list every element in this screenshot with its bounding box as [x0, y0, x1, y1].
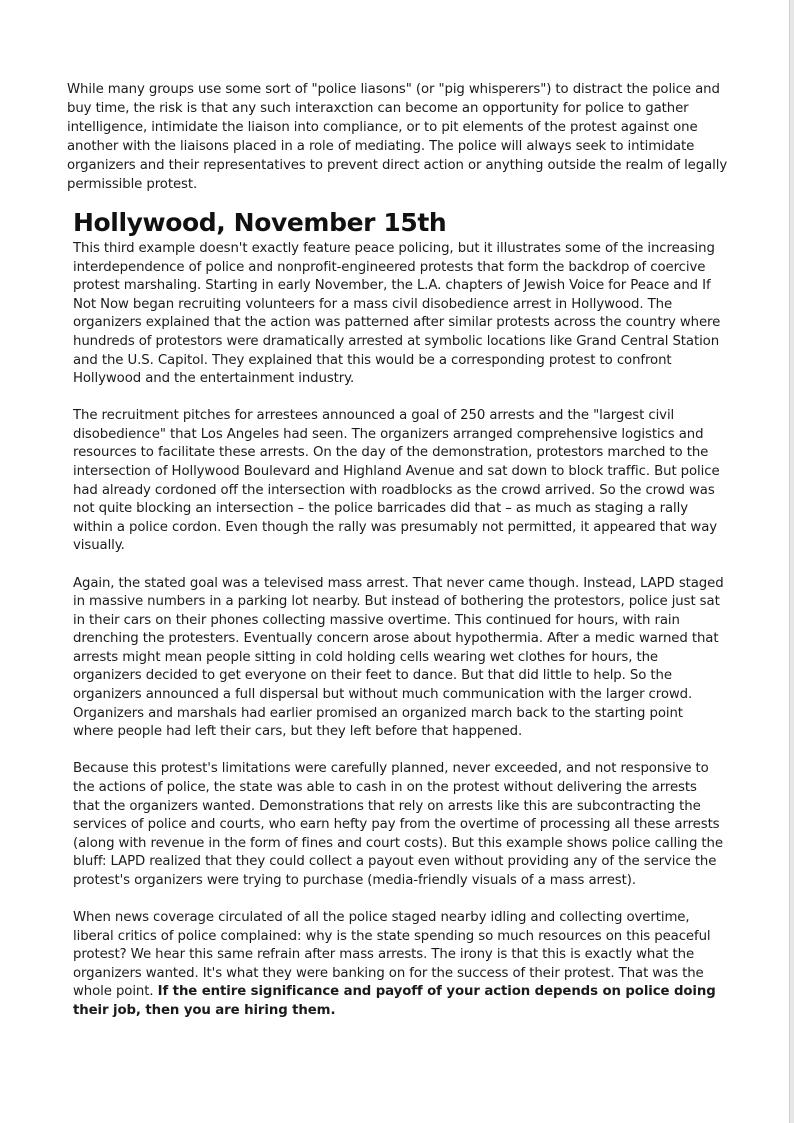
paragraph-1: This third example doesn't exactly feature peace policing, but it illustrates some of the increasing interdependence of police and nonprofit-engineered protests that form the backdrop of coercive protest marshaling. Starting in early November, the L.A. chapters of Jewish Voice for Peace and If Not Now began recruiting volunteers for a mass civil disobedience arrest in Hollywood. The organizers explained that the action was patterned after similar protests across the country where hundreds of protestors were dramatically arrested at symbolic locations like Grand Central Station and the U.S. Capitol. They explained that this would be a corresponding protest to confront Hollywood and the entertainment industry.: [73, 241, 721, 387]
section-heading: Hollywood, November 15th: [73, 208, 447, 237]
closing-text: When news coverage circulated of all the police staged nearby idling and collecting overtime, liberal critics of police complained: why is the state spending so much resources on this peaceful protest? We hear this same refrain after mass arrests. The irony is that this is exactly what the organizers wanted. It's what they were banking on for the success of their protest. That was the whole point.: [73, 910, 711, 1000]
document-page: [0, 80, 794, 1039]
paragraph-2: The recruitment pitches for arrestees announced a goal of 250 arrests and the "largest civil disobedience" that Los Angeles had seen. The organizers arranged comprehensive logistics and resources to facilitate these arrests. On the day of the demonstration, protestors marched to the intersection of Hollywood Boulevard and Highland Avenue and sat down to block traffic. But police had already cordoned off the intersection with roadblocks as the crowd arrived. So the crowd was not quite blocking an intersection – the police barricades did that – as much as staging a rally within a police cordon. Even though the rally was presumably not permitted, it appeared that way visually.: [73, 408, 720, 554]
intro-paragraph: While many groups use some sort of "police liasons" (or "pig whisperers") to distract the police and buy time, the risk is that any such interaxction can become an opportunity for police to gather intelligence, intimidate the liaison into compliance, or to pit elements of the protest against one another with the liaisons placed in a role of mediating. The police will always seek to intimidate organizers and their representatives to prevent direct action or anything outside the realm of legally permissible protest.: [67, 82, 728, 192]
closing-bold-text: If the entire significance and payoff of your action depends on police doing their job, then you are hiring them.: [73, 984, 716, 1018]
closing-paragraph: [73, 909, 725, 1021]
paragraph-3: Again, the stated goal was a televised mass arrest. That never came though. Instead, LAPD staged in massive numbers in a parking lot nearby. But instead of bothering the protestors, police just sat in their cars on their phones collecting massive overtime. This continued for hours, with rain drenching the protesters. Eventually concern arose about hypothermia. After a medic warned that arrests might mean people sitting in cold holding cells wearing wet clothes for hours, the organizers decided to get everyone on their feet to dance. But that did little to help. So the organizers announced a full dispersal but without much communication with the larger crowd. Organizers and marshals had earlier promised an organized march back to the starting point where people had left their cars, but they left before that happened.: [73, 575, 724, 740]
paragraph-4: Because this protest's limitations were carefully planned, never exceeded, and not responsive to the actions of police, the state was able to cash in on the protest without delivering the arrests that the organizers wanted. Demonstrations that rely on arrests like this are subcontracting the services of police and courts, who earn hefty pay from the overtime of processing all these arrests (along with revenue in the form of fines and court costs). But this example shows police calling the bluff: LAPD realized that they could collect a payout even without providing any of the service the protest's organizers were trying to purchase (media-friendly visuals of a mass arrest).: [73, 761, 723, 888]
section-body: [73, 240, 725, 1021]
